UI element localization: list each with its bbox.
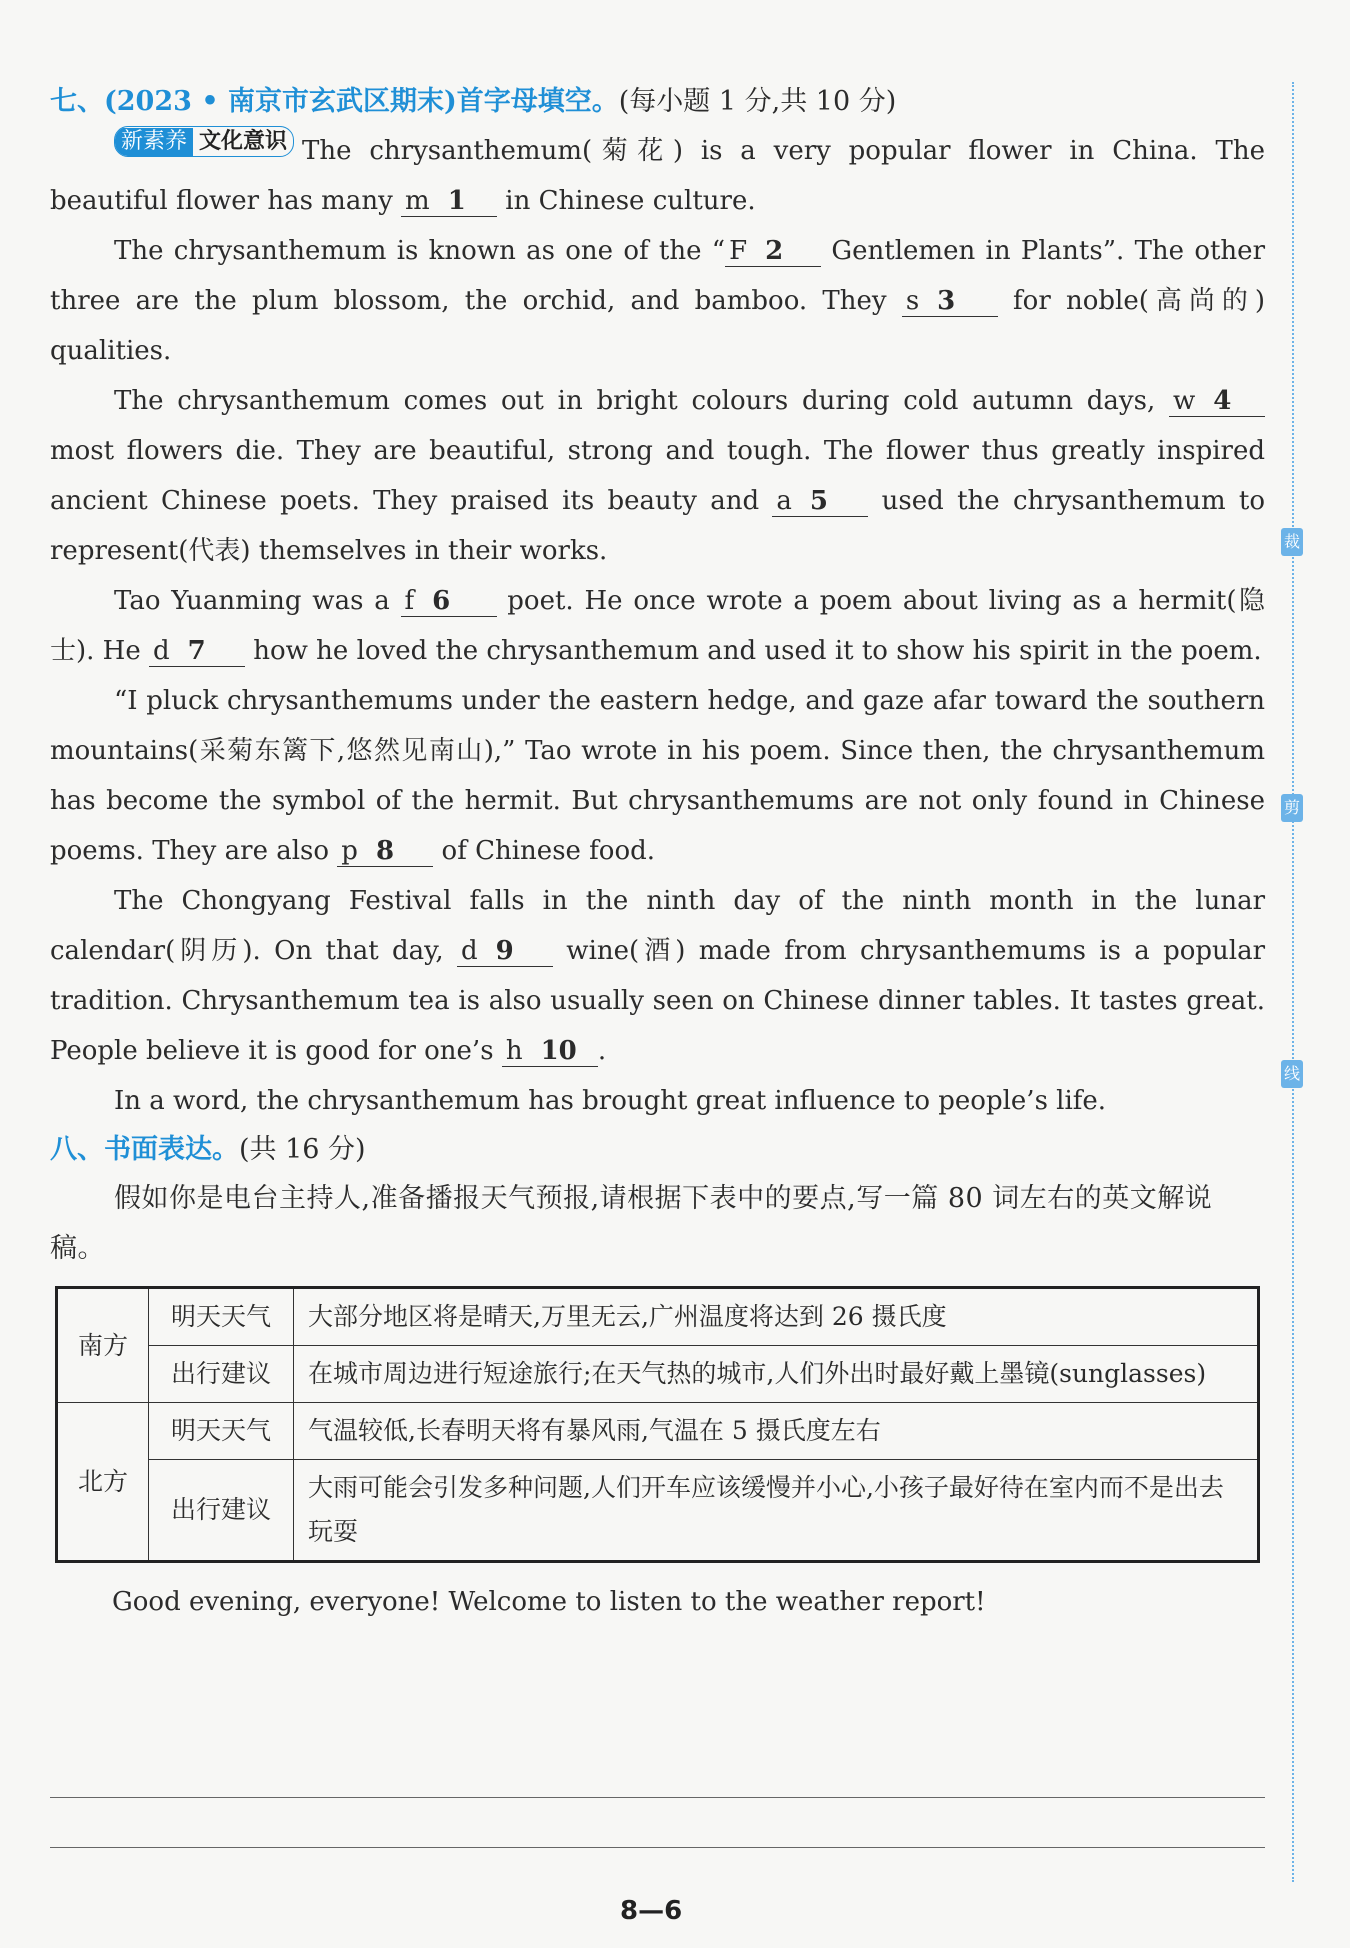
blank-letter: m [405,186,430,216]
blank-2[interactable] [725,236,821,267]
section-source: (2023 • 南京市玄武区期末) [104,86,457,117]
cut-line-tab: 线 [1281,1060,1303,1088]
passage-paragraph [50,126,1265,226]
passage-paragraph [50,376,1265,576]
writing-task-intro: 假如你是电台主持人,准备播报天气预报,请根据下表中的要点,写一篇 80 词左右的英文解说稿。 [50,1183,1213,1264]
blank-number: 7 [187,636,206,666]
passage-text: The Chongyang Festival falls in the ninth day of the ninth month in the lunar calendar(阴历). On that day, [50,886,1265,966]
row-label: 明天天气 [149,1288,294,1346]
blank-letter: F [729,236,748,266]
cut-line-tab: 剪 [1281,794,1303,822]
blank-letter: h [505,1036,523,1066]
passage-text: The chrysanthemum comes out in bright colours during cold autumn days, [114,386,1169,416]
table-row [57,1403,1259,1460]
passage-paragraph [50,576,1265,676]
region-cell: 南方 [57,1288,149,1403]
table-row [57,1288,1259,1346]
blank-number: 8 [375,836,395,866]
writing-line[interactable] [50,1797,1265,1798]
content-column [50,78,1265,1627]
blank-9[interactable] [457,936,553,967]
passage-text: The chrysanthemum(菊花) is a very popular flower in China. The beautiful flower has many [50,136,1265,216]
section-title: 首字母填空。 [456,86,619,117]
passage-text: of Chinese food. [433,836,656,866]
blank-number: 6 [432,586,451,616]
row-label: 明天天气 [149,1403,294,1460]
section-title: 书面表达。 [104,1134,239,1165]
passage-text: “I pluck chrysanthemums under the eastern hedge, and gaze afar toward the southern mountains(采菊东篱下,悠然见南山),” Tao wrote in his poem. Since then, the chrysanthemum has become the symbol of the hermit. But chrysanthemums are not only found in Chinese poems. They are also [50,686,1265,866]
section-number: 八、 [50,1134,104,1165]
blank-letter: p [341,836,358,866]
passage-text: wine(酒) made from chrysanthemums is a popular tradition. Chrysanthemum tea is also usually seen on Chinese dinner tables. It tastes great. People believe it is good for one’s [50,936,1266,1066]
blank-letter: s [905,286,920,316]
blank-8[interactable] [337,836,433,867]
blank-1[interactable] [401,186,497,217]
blank-number: 4 [1213,386,1232,416]
passage-paragraph [50,226,1265,376]
blank-number: 9 [495,936,514,966]
passage-paragraph [50,876,1265,1076]
badge-tag: 新素养 [115,128,193,156]
badge-label: 文化意识 [199,128,288,154]
blank-letter: w [1173,386,1196,416]
page-number: 8—6 [620,1896,683,1926]
blank-letter: d [153,636,170,666]
passage-paragraph [50,676,1265,876]
blank-letter: d [460,936,478,966]
passage-text: used the chrysanthemum to represent(代表) themselves in their works. [50,486,1265,566]
advice-cell: 在城市周边进行短途旅行;在天气热的城市,人们外出时最好戴上墨镜(sunglasses) [294,1346,1259,1403]
section-7-heading [50,78,1265,126]
section-8-heading [50,1126,1265,1174]
literacy-badge [114,126,294,157]
table-row [57,1460,1259,1562]
blank-number: 5 [809,486,828,516]
blank-3[interactable] [902,286,998,317]
section-points: (共 16 分) [239,1134,366,1165]
passage-text: how he loved the chrysanthemum and used it to show his spirit in the poem. [245,636,1262,666]
blank-letter: a [776,486,792,516]
passage-text: The chrysanthemum is known as one of the “ [114,236,726,266]
weather-cell: 大部分地区将是晴天,万里无云,广州温度将达到 26 摄氏度 [294,1288,1259,1346]
writing-opening-line: Good evening, everyone! Welcome to listen to the weather report! [112,1587,986,1617]
cut-line-tab: 裁 [1281,528,1303,556]
cut-line [1292,82,1294,1882]
passage-text: Gentlemen in Plants”. The other three are the plum blossom, the orchid, and bamboo. They [50,236,1265,316]
passage-text: in Chinese culture. [497,186,756,216]
advice-cell: 大雨可能会引发多种问题,人们开车应该缓慢并小心,小孩子最好待在室内而不是出去玩耍 [294,1460,1259,1562]
passage-text: Tao Yuanming was a [114,586,401,616]
passage-text: for noble(高尚的) qualities. [50,286,1265,366]
weather-table [55,1286,1260,1563]
blank-5[interactable] [772,486,868,517]
blank-number: 2 [765,236,784,266]
blank-7[interactable] [149,636,245,667]
table-row [57,1346,1259,1403]
row-label: 出行建议 [149,1346,294,1403]
region-cell: 北方 [57,1403,149,1562]
writing-line[interactable] [50,1847,1265,1848]
blank-10[interactable] [502,1036,598,1067]
blank-6[interactable] [401,586,497,617]
blank-4[interactable] [1169,386,1265,417]
weather-cell: 气温较低,长春明天将有暴风雨,气温在 5 摄氏度左右 [294,1403,1259,1460]
blank-number: 3 [937,286,956,316]
section-points: (每小题 1 分,共 10 分) [618,86,897,117]
passage-text: poet. He once wrote a poem about living as a hermit(隐士). He [50,586,1265,666]
blank-letter: f [404,586,415,616]
blank-number: 1 [447,186,466,216]
passage-text: . [597,1036,607,1066]
blank-number: 10 [540,1036,577,1066]
row-label: 出行建议 [149,1460,294,1562]
passage-paragraph: In a word, the chrysanthemum has brought great influence to people’s life. [114,1086,1107,1116]
section-number: 七、 [50,86,104,117]
passage-text: most flowers die. They are beautiful, strong and tough. The flower thus greatly inspired ancient Chinese poets. They praised its beauty and [50,436,1265,516]
